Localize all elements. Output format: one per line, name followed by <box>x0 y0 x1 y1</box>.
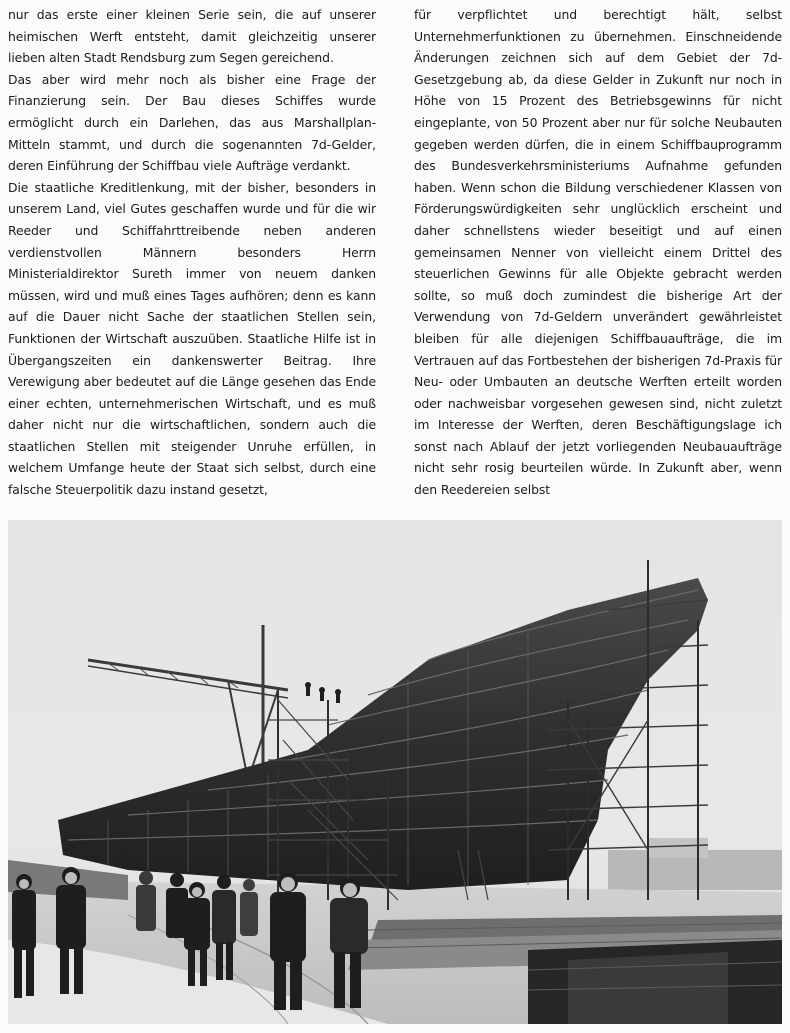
paragraph: nur das erste einer kleinen Serie sein, die auf unserer heimischen Werft entsteht, damit gleichzeitig unserer lieben alten Stadt Rendsburg zum Segen gereichend. <box>8 7 376 66</box>
left-column <box>8 4 376 498</box>
shipyard-photo-icon <box>8 520 782 1024</box>
right-column <box>414 4 782 498</box>
paragraph: Das aber wird mehr noch als bisher eine Frage der Finanzierung sein. Der Bau dieses Schiffes wurde ermöglicht durch ein Darlehen, das aus Marshallplan-Mitteln stammt, und durch die sogenannten 7d-Gelder, deren Einführung der Schiffbau viele Aufträge verdankt. <box>8 71 376 174</box>
paragraph: für verpflichtet und berechtigt hält, selbst Unternehmerfunktionen zu übernehmen. Einschneidende Änderungen zeichnen sich auf dem Gebiet der 7d-Gesetzgebung ab, da diese Gelder in Zukunft nur noch in Höhe von 15 Prozent des Betriebsgewinns für nicht eingeplante, von 50 Prozent aber nur für solche Neubauten gegeben werden dürfen, die in einem Schiffbauprogramm des Bundesverkehrsministeriums Aufnahme gefunden haben. Wenn schon die Bildung verschiedener Klassen von Förderungswürdigkeiten sehr unglücklich erscheint und daher schnellstens wieder beseitigt und auf einen gemeinsamen Nenner von vielleicht einem Drittel des steuerlichen Gewinns für alle Objekte gebracht werden sollte, so muß doch zumindest die bisherige Art der Verwendung von 7d-Geldern unverändert gewährleistet bleiben für alle diejenigen Schiffbauaufträge, die im Vertrauen auf das Fortbestehen der bisherigen 7d-Praxis für Neu- oder Umbauten an deutsche Werften erteilt worden oder nachweisbar vorgesehen gewesen sind, nicht zuletzt im Interesse der Werften, deren Beschäftigungslage ich sonst nach Ablauf der jetzt vorliegenden Neubauaufträge nicht sehr rosig beurteilen würde. In Zukunft aber, wenn den Reedereien selbst <box>414 7 782 498</box>
shipyard-photo <box>8 520 782 1024</box>
text-columns <box>8 4 782 498</box>
paragraph: Die staatliche Kreditlenkung, mit der bisher, besonders in unserem Land, viel Gutes geschaffen wurde und für die wir Reeder und Schiffahrttreibende neben anderen verdienstvollen Männern besonders Herrn Ministerialdirektor Sureth immer von neuem danken müssen, wird und muß eines Tages aufhören; denn es kann auf die Dauer nicht Sache der staatlichen Stellen sein, Funktionen der Wirtschaft auszuüben. Staatliche Hilfe ist in Übergangszeiten ein dankenswerter Beitrag. Ihre Verewigung aber bedeutet auf die Länge gesehen das Ende einer echten, unternehmerischen Wirtschaft, und es muß daher nicht nur die wirtschaftlichen, sondern auch die staatlichen Stellen mit steigender Unruhe erfüllen, in welchem Umfange heute der Staat sich selbst, durch eine falsche Steuerpolitik dazu instand gesetzt, <box>8 179 376 498</box>
